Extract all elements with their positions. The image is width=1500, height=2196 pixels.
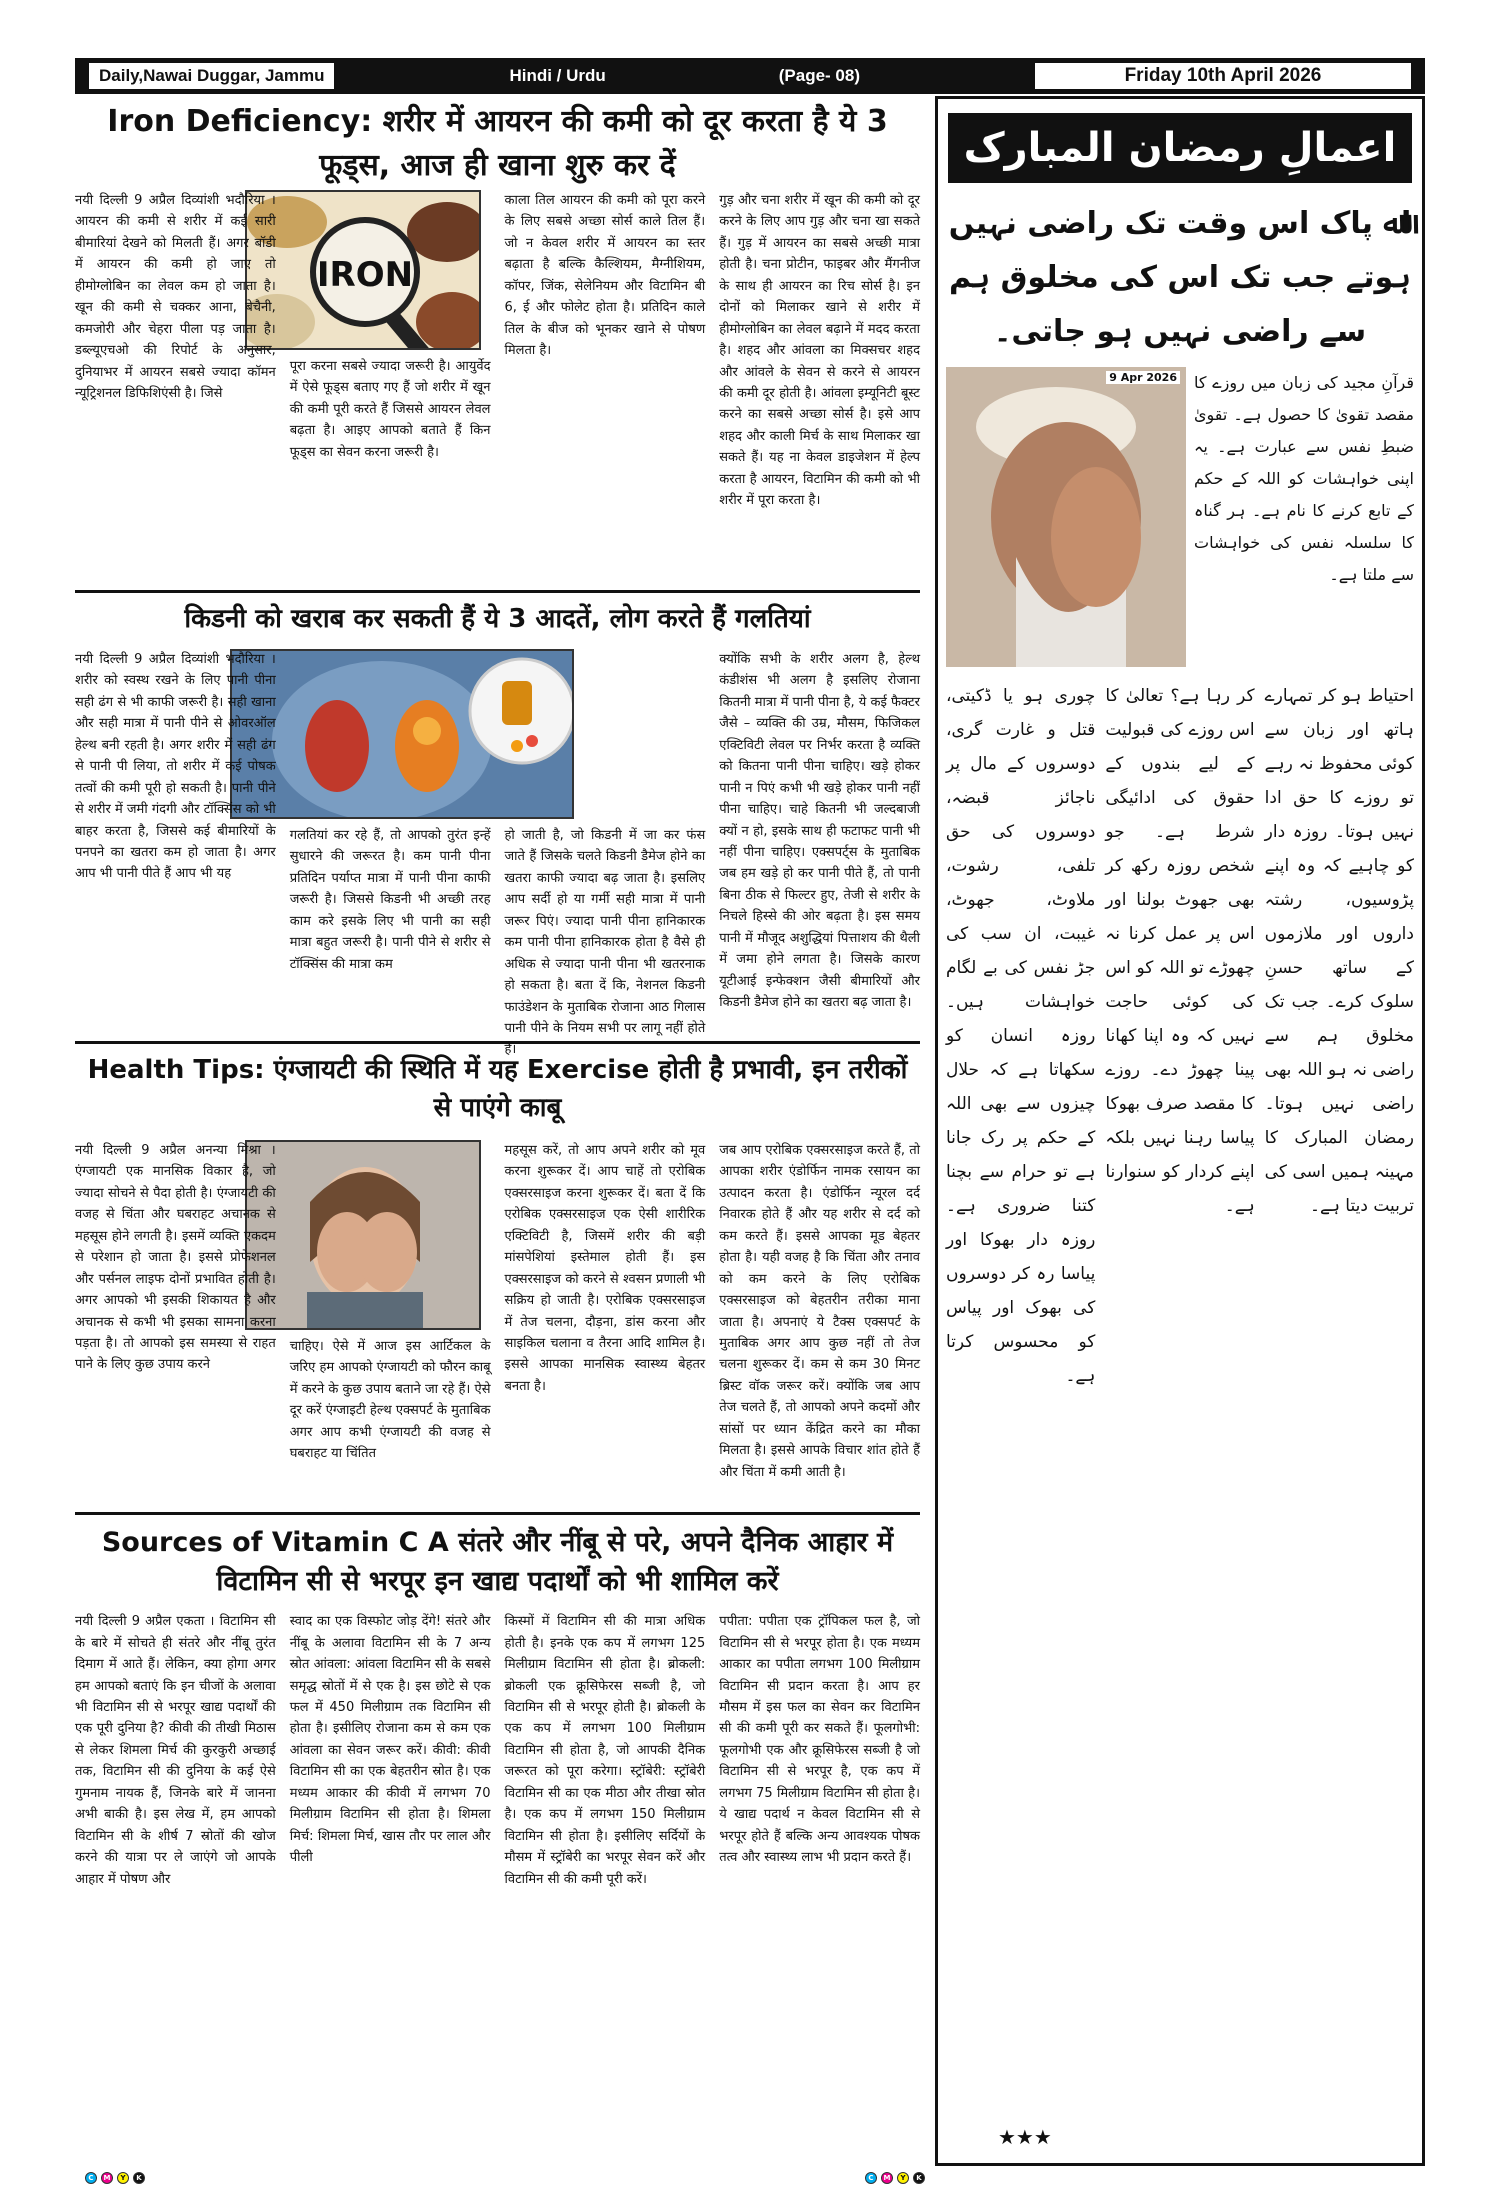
column-text: चाहिए। ऐसे में आज इस आर्टिकल के जरिए हम आपको एंग्जायटी को फौरन काबू में करने के कुछ उपाय बताने जा रहे हैं। ऐसे दूर करें एंग्जाइटी हेल्थ एक्सपर्ट के मुताबिक अगर आप कभी एंग्जायटी की वजह से घबराहट या चिंतित — [289, 1339, 491, 1462]
article-body — [75, 649, 920, 1063]
hindi-section — [75, 96, 920, 1989]
article-column — [719, 1140, 920, 1485]
article-column — [505, 1140, 706, 1485]
cmyk-dot: Y — [897, 2172, 909, 2184]
article-column — [75, 649, 276, 1063]
article-column — [719, 1611, 920, 1892]
iron-image-label: IRON — [316, 255, 414, 295]
article-column — [75, 1611, 276, 1892]
urdu-heading: اﷲ پاک اس وقت تک راضی نہیں ہوتے جب تک اس کی مخلوق ہم سے راضی نہیں ہو جاتی۔ — [948, 206, 1412, 349]
divider — [75, 1512, 920, 1515]
divider — [75, 590, 920, 593]
column-text: हो जाती है, जो किडनी में जा कर फंस जाते हैं जिसके चलते किडनी डैमेज होने का खतरा काफी ज्यादा बढ़ जाता है। इसलिए आप सर्दी हो या गर्मी सही मात्रा में पानी जरूर पिएं। ज्यादा पानी पीना हानिकारक कम पानी पीना हानिकारक होता है वैसे ही अधिक से ज्यादा पानी पीना भी खतरनाक हो सकता है। बता दें कि, नेशनल किडनी फाउंडेशन के मुताबिक रोजाना आठ गिलास पानी पीने के नियम सभी पर लागू नहीं होते हैं। — [504, 828, 706, 1058]
article-column — [290, 1611, 491, 1892]
urdu-columns — [938, 679, 1422, 1393]
column-text: गलतियां कर रहे हैं, तो आपको तुरंत इन्हें सुधारने की जरूरत है। कम पानी पीना प्रतिदिन पर्याप्त मात्रा में पानी पीना काफी जरूरी है। जिससे किडनी भी अच्छी तरह काम करे इसके लिए भी पानी का सही मात्रा बहुत जरूरी है। पानी पीने से शरीर से टॉक्सिंस की मात्रा कम — [289, 828, 491, 972]
article-iron-deficiency — [75, 96, 920, 586]
urdu-banner: اعمالِ رمضان المبارک — [948, 113, 1412, 183]
article-column — [719, 190, 920, 514]
column-text: पूरा करना सबसे ज्यादा जरूरी है। आयुर्वेद में ऐसे फूड्स बताए गए हैं जो शरीर में खून की कमी पूरी करते हैं जिससे आयरन लेवल बढ़ता है। आइए आपको बताते हैं किन फूड्स का सेवन करना जरूरी है। — [289, 359, 491, 460]
paper-name: Daily,Nawai Duggar, Jammu — [87, 61, 336, 91]
urdu-column: احتیاط ہو کر تمہارے ہاتھ اور زبان سے کوئی محفوظ نہ رہے تو روزے کا حق ادا نہیں ہوتا۔ روزہ دار کو چاہیے کہ وہ اپنے پڑوسیوں، رشتہ داروں اور ملازموں کے ساتھ حسنِ سلوک کرے۔ جب تک مخلوق ہم سے راضی نہ ہو اللہ بھی راضی نہیں ہوتا۔ رمضان المبارک کا مہینہ ہمیں اسی کی تربیت دیتا ہے۔ — [1264, 686, 1414, 1216]
print-registration — [75, 2172, 1425, 2182]
article-body — [75, 1140, 920, 1485]
urdu-image — [946, 367, 1186, 667]
issue-date: Friday 10th April 2026 — [1033, 61, 1413, 91]
article-body — [75, 1611, 920, 1892]
image-date: 9 Apr 2026 — [1106, 371, 1180, 384]
urdu-column: کر رہا ہے؟ تعالیٰ کا اس روزے کی قبولیت کے لیے بندوں کے حقوق کی ادائیگی شرط ہے۔ جو شخص روزہ رکھ کر بھی جھوٹ بولنا اور اس پر عمل کرنا نہ چھوڑے تو اللہ کو اس کی کوئی حاجت نہیں کہ وہ اپنا کھانا پینا چھوڑ دے۔ روزے کا مقصد صرف بھوکا پیاسا رہنا نہیں بلکہ اپنے کردار کو سنوارنا ہے۔ — [1105, 686, 1255, 1216]
article-column — [75, 1140, 276, 1485]
article-column — [505, 190, 706, 514]
end-mark: ★★★ — [998, 2125, 1052, 2149]
urdu-column: چوری ہو یا ڈکیتی، قتل و غارت گری، دوسروں کے مال پر ناجائز قبضہ، دوسروں کی حق تلفی، رشوت، ملاوٹ، جھوٹ، غیبت، ان سب کی جڑ نفس کی بے لگام خواہشات ہیں۔ روزہ انسان کو سکھاتا ہے کہ حلال چیزوں سے بھی اللہ کے حکم پر رک جانا ہے تو حرام سے بچنا کتنا ضروری ہے۔ روزہ دار بھوکا اور پیاسا رہ کر دوسروں کی بھوک اور پیاس کو محسوس کرتا ہے۔ — [946, 686, 1096, 1386]
column-text: नयी दिल्ली 9 अप्रैल एकता । विटामिन सी के बारे में सोचते ही संतरे और नींबू तुरंत दिमाग में आते हैं। लेकिन, क्या होगा अगर हम आपको बताएं कि इन चीजों के अलावा भी विटामिन सी से भरपूर खाद्य पदार्थों की एक पूरी दुनिया है? कीवी की तीखी मिठास से लेकर शिमला मिर्च की कुरकुरी अच्छाई तक, विटामिन सी की दुनिया के कई ऐसे गुमनाम नायक हैं, जिनके बारे में जानना अभी बाकी है। इस लेख में, हम आपको विटामिन सी के शीर्ष 7 स्रोतों की खोज करने की यात्रा पर ले जाएंगे जो आपके आहार में पोषण और — [75, 1614, 276, 1887]
article-column — [290, 190, 491, 514]
page-number: (Page- 08) — [778, 66, 860, 85]
column-text: स्वाद का एक विस्फोट जोड़ देंगे! संतरे और नींबू के अलावा विटामिन सी के 7 अन्य स्रोत आंवला: आंवला विटामिन सी के सबसे समृद्ध स्रोतों में से एक है। इस छोटे से एक फल में 450 मिलीग्राम तक विटामिन सी होता है। इसीलिए रोजाना कम से कम एक आंवला का सेवन जरूर करें। कीवी: कीवी विटामिन सी का एक बेहतरीन स्रोत है। एक मध्यम आकार की कीवी में लगभग 70 मिलीग्राम विटामिन सी होता है। शिमला मिर्च: शिमला मिर्च, खास तौर पर लाल और पीली — [289, 1614, 491, 1866]
cmyk-dot: K — [133, 2172, 145, 2184]
column-text: किस्मों में विटामिन सी की मात्रा अधिक होती है। इनके एक कप में लगभग 125 मिलीग्राम विटामिन सी होता है। ब्रोकली: ब्रोकली एक क्रूसिफेरस सब्जी है, जो विटामिन सी से भरपूर होती है। ब्रोकली के एक कप में लगभग 100 मिलीग्राम विटामिन सी होता है, जो आपकी दैनिक जरूरत को पूरा करेगा। स्ट्रॉबेरी: स्ट्रॉबेरी विटामिन सी का एक मीठा और तीखा स्रोत है। एक कप में लगभग 150 मिलीग्राम विटामिन सी होता है। इसीलिए सर्दियों के मौसम में स्ट्रॉबेरी का भरपूर सेवन करें और विटामिन सी की कमी पूरी करें। — [504, 1614, 706, 1887]
headline-english: Sources of Vitamin C A — [101, 1527, 449, 1558]
article-body — [75, 190, 920, 514]
article-vitamin-c — [75, 1519, 920, 1989]
article-headline: Health Tips: एंग्जायटी की स्थिति में यह Exercise होती है प्रभावी, इन तरीकों से पाएंगे काबू — [87, 1055, 908, 1123]
article-kidney — [75, 597, 920, 1058]
cmyk-dot: K — [913, 2172, 925, 2184]
headline-hindi: संतरे और नींबू से परे, अपने दैनिक आहार में विटामिन सी से भरपूर इन खाद्य पदार्थों को भी शामिल करें — [216, 1527, 894, 1598]
cmyk-dot: M — [881, 2172, 893, 2184]
article-column — [505, 1611, 706, 1892]
article-column — [719, 649, 920, 1063]
column-text: नयी दिल्ली 9 अप्रैल दिव्यांशी भदौरिया । आयरन की कमी से शरीर में कई सारी बीमारियां देखने को मिलती हैं। अगर बॉडी में आयरन की कमी हो जाए तो हीमोग्लोबिन का लेवल कम हो जाता है। खून की कमी से चक्कर आना, बेचैनी, कमजोरी और चेहरा पीला पड़ जाता है। डब्ल्यूएचओ की रिपोर्ट के अनुसार, दुनियाभर में आयरन सबसे ज्यादा कॉमन न्यूट्रिशनल डिफिशिएंसी है। जिसे — [75, 193, 276, 401]
article-column — [505, 649, 706, 1063]
praying-man-illustration — [946, 367, 1186, 667]
urdu-intro: قرآنِ مجید کی زبان میں روزے کا مقصد تقویٰ کا حصول ہے۔ تقویٰ ضبطِ نفس سے عبارت ہے۔ یہ اپنی خواہشات کو اللہ کے حکم کے تابع کرنے کا نام ہے۔ ہر گناہ کا سلسلہ نفس کی خواہشات سے ملتا ہے۔ — [1194, 373, 1414, 584]
column-text: नयी दिल्ली 9 अप्रैल दिव्यांशी भदौरिया । शरीर को स्वस्थ रखने के लिए पानी पीना सही ढंग से भी काफी जरूरी है। सही खाना और सही मात्रा में पानी पीने से ओवरऑल हेल्थ बनी रहती है। अगर शरीर में सही ढंग से पानी पी लिया, तो शरीर में कई पोषक तत्वों की कमी पूरी हो सकती है। पानी पीने से शरीर में जमी गंदगी और टॉक्सिंस को भी बाहर करता है, जिससे कई बीमारियों के पनपने का खतरा कम हो जाता है। अगर आप भी पानी पीते हैं आप भी यह — [75, 652, 276, 882]
column-text: जब आप एरोबिक एक्सरसाइज करते हैं, तो आपका शरीर एंडोर्फिन नामक रसायन का उत्पादन करता है। एंडोर्फिन न्यूरल दर्द निवारक होते हैं और यह शरीर से दर्द को कम करते हैं। इससे आपका मूड बेहतर होता है। यही वजह है कि चिंता और तनाव को कम करने के लिए एरोबिक एक्सरसाइज को बेहतरीन तरीका माना जाता है। अपनाएं ये टैक्स एक्सपर्ट के मुताबिक अगर आप कुछ नहीं तो तेज चलना शुरूकर दें। कम से कम 30 मिनट ब्रिस्ट वॉक जरूर करें। क्योंकि जब आप तेज चलते हैं, तो आपको अपने कदमों और सांसों पर ध्यान केंद्रित करने का मौका मिलता है। इससे आपके विचार शांत होते हैं और चिंता में कमी आती है। — [719, 1143, 920, 1480]
article-headline: किडनी को खराब कर सकती हैं ये 3 आदतें, लोग करते हैं गलतियां — [184, 604, 811, 634]
column-text: महसूस करें, तो आप अपने शरीर को मूव करना शुरूकर दें। आप चाहें तो एरोबिक एक्सरसाइज करना शुरूकर दें। बता दें कि एरोबिक एक्सरसाइज एक ऐसी शारीरिक एक्टिविटी है, जिसमें शरीर की बड़ी मांसपेशियां इस्तेमाल होती हैं। इस एक्सरसाइज को करने से श्वसन प्रणाली भी सक्रिय हो जाती है। एरोबिक एक्सरसाइज में तेज चलना, दौड़ना, डांस करना और साइकिल चलाना व तैरना आदि शामिल है। इससे आपका मानसिक स्वास्थ्य बेहतर बनता है। — [504, 1143, 706, 1394]
cmyk-dot: C — [865, 2172, 877, 2184]
cmyk-dot: M — [101, 2172, 113, 2184]
article-headline — [75, 1519, 920, 1605]
article-headline: Iron Deficiency: शरीर में आयरन की कमी को दूर करता है ये 3 फूड्स, आज ही खाना शुरु कर दें — [107, 104, 888, 183]
column-text: काला तिल आयरन की कमी को पूरा करने के लिए सबसे अच्छा सोर्स काले तिल हैं। जो न केवल शरीर में आयरन का स्तर बढ़ाता है बल्कि कैल्शियम, मैग्नीशियम, कॉपर, जिंक, सेलेनियम और विटामिन बी 6, ई और फोलेट होता है। प्रतिदिन काले तिल के बीज को भूनकर खाने से पोषण मिलता है। — [504, 193, 706, 359]
article-column — [75, 190, 276, 514]
column-text: गुड़ और चना शरीर में खून की कमी को दूर करने के लिए आप गुड़ और चना खा सकते हैं। गुड़ में आयरन का सबसे अच्छी मात्रा होती है। चना प्रोटीन, फाइबर और मैंगनीज के साथ ही आयरन का रिच सोर्स है। इन दोनों को मिलाकर खाने से शरीर में हीमोग्लोबिन का लेवल बढ़ाने में मदद करता है। शहद और आंवला का मिक्सचर शहद और आंवले के सेवन से करने से आयरन की कमी दूर होती है। आंवला इम्यूनिटी बूस्ट करने का सबसे अच्छा सोर्स है। इसे आप शहद और काली मिर्च के साथ मिलाकर खा सकते हैं। यह ना केवल डाइजेशन में हेल्प करता है आयरन, विटामिन की कमी को भी शरीर में पूरा करता है। — [719, 193, 920, 509]
masthead-bar — [75, 58, 1425, 94]
language-label: Hindi / Urdu — [509, 66, 606, 85]
column-text: क्योंकि सभी के शरीर अलग है, हेल्थ कंडीशंस भी अलग है इसलिए रोजाना कितनी मात्रा में पानी पीना है, ये कई फैक्टर जैसे – व्यक्ति की उम्र, मौसम, फिजिकल एक्टिविटी लेवल पर निर्भर करता है व्यक्ति को कितना पानी पीना चाहिए। खड़े होकर पानी न पिएं कभी भी खड़े होकर पानी नहीं पीना चाहिए। चाहे कितनी भी जल्दबाजी क्यों न हो, इसके साथ ही फटाफट पानी भी नहीं पीना चाहिए। एक्सपर्ट्स के मुताबिक जब हम खड़े हो कर पानी पीते हैं, तो पानी बिना ठीक से फिल्टर हुए, तेजी से शरीर के निचले हिस्से की ओर बढ़ता है। इस समय पानी में मौजूद अशुद्धियां पित्ताशय की थैली में जमा होने लगता है। जिसके कारण यूटीआई इन्फेक्शन जैसी बीमारियों और किडनी डैमेज होने का खतरा बढ़ जाता है। — [719, 652, 920, 1010]
column-text: नयी दिल्ली 9 अप्रैल अनन्या मिश्रा । एंग्जायटी एक मानसिक विकार है, जो ज्यादा सोचने से पैदा होती है। एंग्जायटी की वजह से चिंता और घबराहट अचानक से महसूस होने लगती है। इसमें व्यक्ति एकदम से परेशान हो जाता है। इससे प्रोफेशनल और पर्सनल लाइफ दोनों प्रभावित होती है। अगर आपको भी इसकी शिकायत है और अचानक से कभी भी इसका सामना करना पड़ता है। तो आपको इस समस्या से राहत पाने के लिए कुछ उपाय करने — [75, 1143, 276, 1373]
article-column — [290, 649, 491, 1063]
article-column — [290, 1140, 491, 1485]
column-text: पपीता: पपीता एक ट्रॉपिकल फल है, जो विटामिन सी से भरपूर होता है। एक मध्यम आकार का पपीता लगभग 100 मिलीग्राम विटामिन सी प्रदान करता है। आप हर मौसम में इस फल का सेवन कर विटामिन सी की कमी पूरी कर सकते हैं। फूलगोभी: फूलगोभी एक और क्रूसिफेरस सब्जी है जो विटामिन सी से भरपूर है, एक कप में लगभग 75 मिलीग्राम विटामिन सी होता है। ये खाद्य पदार्थ न केवल विटामिन सी से भरपूर होते हैं बल्कि अन्य आवश्यक पोषक तत्व और स्वास्थ्य लाभ भी प्रदान करते हैं। — [719, 1614, 920, 1866]
urdu-section — [935, 96, 1425, 2166]
article-anxiety — [75, 1048, 920, 1508]
cmyk-dot: Y — [117, 2172, 129, 2184]
cmyk-dot: C — [85, 2172, 97, 2184]
